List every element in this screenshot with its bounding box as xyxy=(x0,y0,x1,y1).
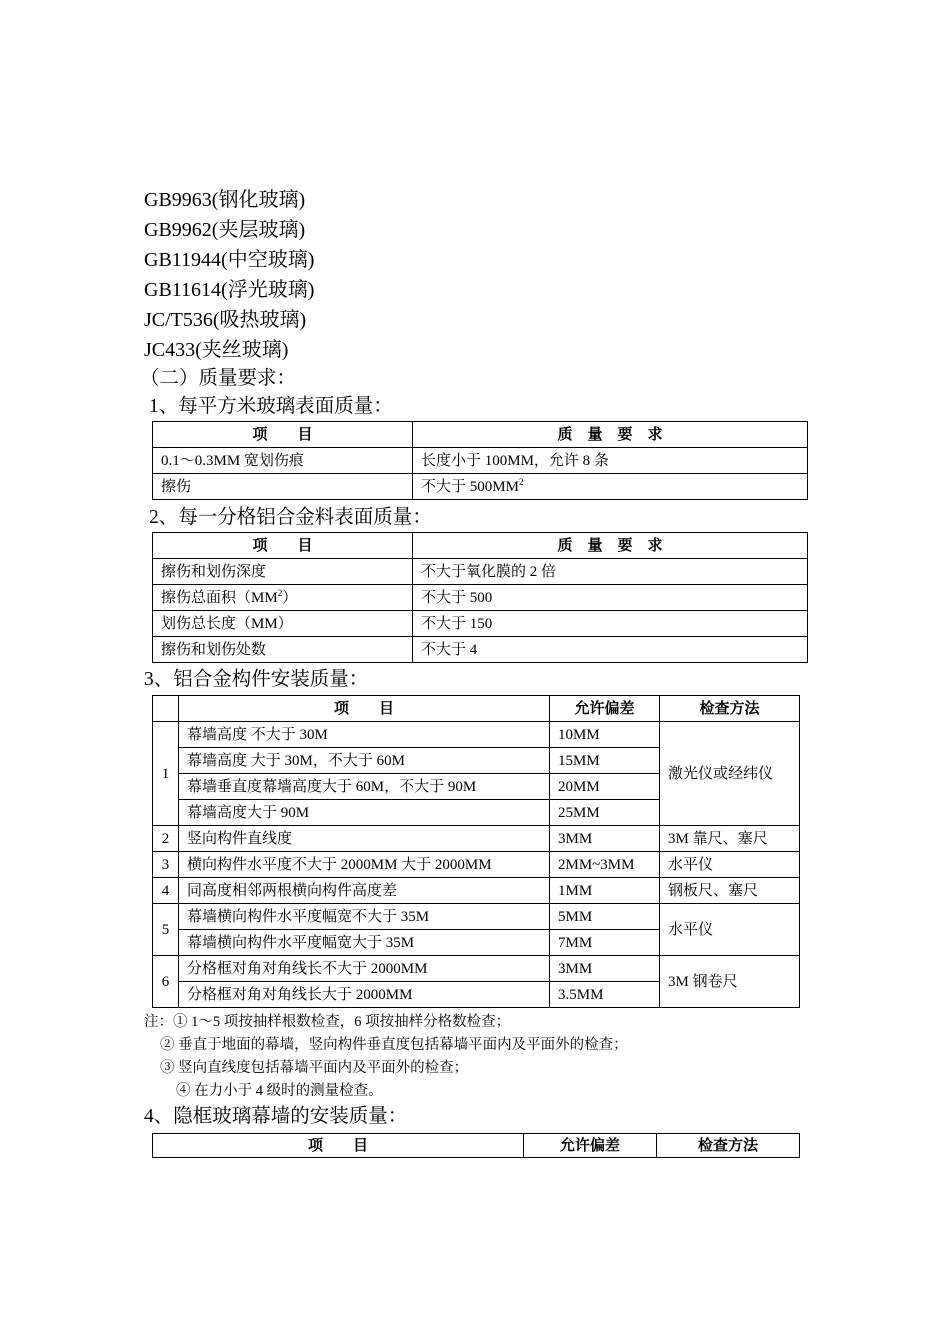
cell-tolerance: 1MM xyxy=(550,878,660,904)
cell-requirement: 不大于氧化膜的 2 倍 xyxy=(413,559,808,585)
note-line: ③ 竖向直线度包括幕墙平面内及平面外的检查； xyxy=(160,1060,469,1076)
cell-method: 钢板尺、塞尺 xyxy=(660,878,800,904)
table-row xyxy=(153,585,808,611)
note-line: ② 垂直于地面的幕墙，竖向构件垂直度包括幕墙平面内及平面外的检查； xyxy=(160,1037,628,1053)
note-line: ④ 在力小于 4 级时的测量检查。 xyxy=(176,1083,383,1099)
cell-method: 水平仪 xyxy=(660,852,800,878)
cell-item: 幕墙横向构件水平度幅宽不大于 35M xyxy=(179,904,550,930)
cell-tolerance: 3MM xyxy=(550,956,660,982)
table-row xyxy=(153,448,808,474)
table-row xyxy=(153,637,808,663)
table-row xyxy=(153,559,808,585)
standard-line: JC/T536(吸热玻璃) xyxy=(144,309,307,331)
cell-tolerance: 7MM xyxy=(550,930,660,956)
hidden-frame-heading: 4、隐框玻璃幕墙的安装质量： xyxy=(144,1106,408,1127)
note-line: 注：① 1～5 项按抽样根数检查，6 项按抽样分格数检查； xyxy=(144,1014,511,1030)
cell-item: 0.1～0.3MM 宽划伤痕 xyxy=(153,448,413,474)
cell-item: 幕墙高度大于 90M xyxy=(179,800,550,826)
cell-method: 激光仪或经纬仪 xyxy=(660,722,800,826)
glass-surface-table xyxy=(152,421,808,500)
cell-item: 分格框对角对角线长不大于 2000MM xyxy=(179,956,550,982)
cell-item: 擦伤和划伤处数 xyxy=(153,637,413,663)
cell-requirement: 不大于 150 xyxy=(413,611,808,637)
cell-tolerance: 10MM xyxy=(550,722,660,748)
table-header-row xyxy=(153,533,808,559)
cell-item: 幕墙高度 大于 30M，不大于 60M xyxy=(179,748,550,774)
item-text: 擦伤总面积（MM xyxy=(161,589,278,606)
cell-item: 同高度相邻两根横向构件高度差 xyxy=(179,878,550,904)
cell-item: 竖向构件直线度 xyxy=(179,826,550,852)
table-header-row xyxy=(153,1134,800,1158)
cell-tolerance: 2MM~3MM xyxy=(550,852,660,878)
standard-line: GB9962(夹层玻璃) xyxy=(144,219,306,241)
superscript: 2 xyxy=(518,476,524,487)
cell-tolerance: 15MM xyxy=(550,748,660,774)
item-tail: ） xyxy=(282,589,298,606)
cell-no: 6 xyxy=(153,956,179,1008)
cell-requirement: 不大于 500 xyxy=(413,585,808,611)
standard-line: GB9963(钢化玻璃) xyxy=(144,189,306,211)
cell-tolerance: 25MM xyxy=(550,800,660,826)
header-item: 项 目 xyxy=(153,1134,524,1158)
cell-requirement: 长度小于 100MM，允许 8 条 xyxy=(413,448,808,474)
header-item: 项 目 xyxy=(179,696,550,722)
cell-tolerance: 3.5MM xyxy=(550,982,660,1008)
hidden-frame-table xyxy=(152,1133,800,1158)
table-row xyxy=(153,611,808,637)
cell-method: 3M 钢卷尺 xyxy=(660,956,800,1008)
header-item: 项 目 xyxy=(153,533,413,559)
aluminum-install-table xyxy=(152,695,800,1008)
section-heading: （二）质量要求： xyxy=(140,368,297,389)
cell-item: 幕墙垂直度幕墙高度大于 60M，不大于 90M xyxy=(179,774,550,800)
cell-method: 3M 靠尺、塞尺 xyxy=(660,826,800,852)
table-row xyxy=(153,826,800,852)
cell-tolerance: 5MM xyxy=(550,904,660,930)
superscript: 2 xyxy=(277,587,283,598)
cell-item: 擦伤 xyxy=(153,474,413,500)
cell-item: 划伤总长度（MM） xyxy=(153,611,413,637)
cell-tolerance: 3MM xyxy=(550,826,660,852)
cell-no: 2 xyxy=(153,826,179,852)
table-row xyxy=(153,722,800,748)
header-tolerance: 允许偏差 xyxy=(550,696,660,722)
standard-line: GB11944(中空玻璃) xyxy=(144,249,315,271)
requirement-text: 不大于 500MM xyxy=(421,478,519,495)
cell-requirement xyxy=(413,474,808,500)
aluminum-install-heading: 3、铝合金构件安装质量： xyxy=(144,669,369,690)
cell-item xyxy=(153,585,413,611)
cell-no: 4 xyxy=(153,878,179,904)
standard-line: GB11614(浮光玻璃) xyxy=(144,279,315,301)
table-row xyxy=(153,956,800,982)
standard-line: JC433(夹丝玻璃) xyxy=(144,339,289,361)
header-no xyxy=(153,696,179,722)
header-method: 检查方法 xyxy=(657,1134,800,1158)
table-row xyxy=(153,852,800,878)
cell-no: 1 xyxy=(153,722,179,826)
glass-surface-heading: 1、每平方米玻璃表面质量： xyxy=(149,396,393,417)
cell-method: 水平仪 xyxy=(660,904,800,956)
table-row xyxy=(153,904,800,930)
cell-tolerance: 20MM xyxy=(550,774,660,800)
cell-item: 幕墙高度 不大于 30M xyxy=(179,722,550,748)
header-requirement: 质 量 要 求 xyxy=(413,533,808,559)
cell-no: 3 xyxy=(153,852,179,878)
aluminum-surface-heading: 2、每一分格铝合金料表面质量： xyxy=(149,507,432,528)
header-tolerance: 允许偏差 xyxy=(524,1134,657,1158)
table-row xyxy=(153,878,800,904)
cell-item: 擦伤和划伤深度 xyxy=(153,559,413,585)
table-header-row xyxy=(153,422,808,448)
header-requirement: 质 量 要 求 xyxy=(413,422,808,448)
cell-item: 幕墙横向构件水平度幅宽大于 35M xyxy=(179,930,550,956)
aluminum-surface-table xyxy=(152,532,808,663)
header-method: 检查方法 xyxy=(660,696,800,722)
table-header-row xyxy=(153,696,800,722)
cell-item: 分格框对角对角线长大于 2000MM xyxy=(179,982,550,1008)
cell-requirement: 不大于 4 xyxy=(413,637,808,663)
table-row xyxy=(153,474,808,500)
cell-item: 横向构件水平度不大于 2000MM 大于 2000MM xyxy=(179,852,550,878)
header-item: 项 目 xyxy=(153,422,413,448)
cell-no: 5 xyxy=(153,904,179,956)
